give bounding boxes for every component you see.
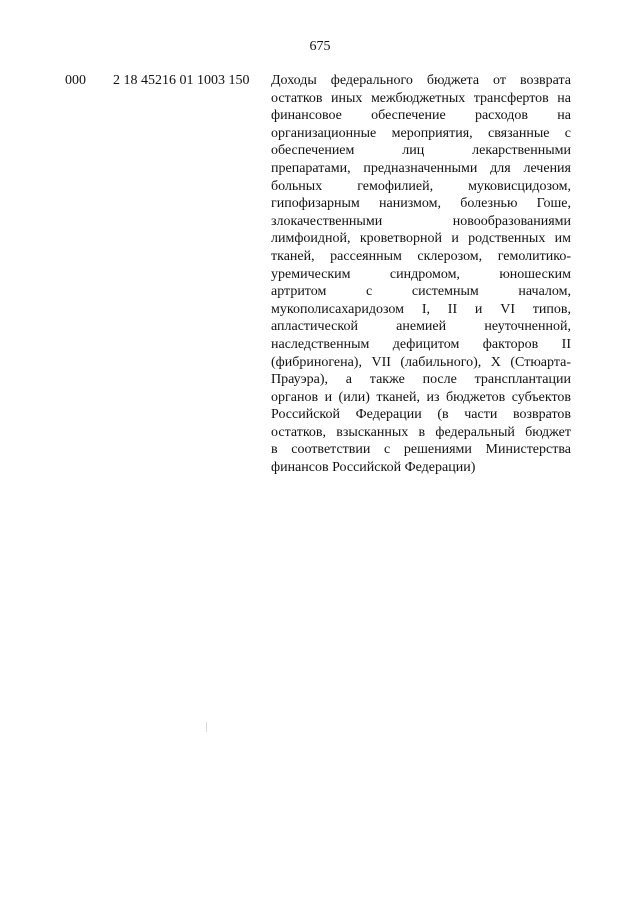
description-line: больных гемофилией, муковисцидозом, — [271, 178, 571, 194]
description-line: Российской Федерации (в части возвратов — [271, 407, 571, 423]
description-line: организационные мероприятия, связанные с — [271, 125, 571, 141]
description-line: Доходы федерального бюджета от возврата — [271, 73, 571, 88]
description-line: уремическим синдромом, юношеским — [271, 266, 571, 282]
description-line: препаратами, предназначенными для лечения — [271, 160, 571, 176]
revenue-description — [271, 72, 571, 477]
description-line: лимфоидной, кроветворной и родственных им — [271, 231, 571, 247]
description-line: гипофизарным нанизмом, болезнью Гоше, — [271, 196, 571, 212]
administrator-code: 000 — [65, 73, 86, 88]
description-line: артритом с системным началом, — [271, 284, 571, 300]
description-line: финансовое обеспечение расходов на — [271, 108, 571, 124]
description-line: остатков иных межбюджетных трансфертов на — [271, 90, 571, 106]
description-line: Прауэра), а также после трансплантации — [271, 372, 571, 388]
description-line: мукополисахаридозом I, II и VI типов, — [271, 301, 571, 317]
description-line: злокачественными новообразованиями — [271, 213, 571, 229]
budget-classification-code: 2 18 45216 01 1003 150 — [113, 73, 250, 88]
description-line: апластической анемией неуточненной, — [271, 319, 571, 335]
description-line: органов и (или) тканей, из бюджетов субъектов — [271, 389, 571, 405]
description-line: (фибриногена), VII (лабильного), X (Стюарта- — [271, 354, 571, 370]
description-line: финансов Российской Федерации) — [271, 460, 476, 476]
scan-mark — [206, 722, 207, 732]
description-line: обеспечением лиц лекарственными — [271, 143, 571, 159]
description-line: остатков, взысканных в федеральный бюджет — [271, 424, 571, 440]
page-number: 675 — [309, 39, 331, 54]
description-line: тканей, рассеянным склерозом, гемолитико- — [271, 248, 571, 264]
description-line: наследственным дефицитом факторов II — [271, 336, 571, 352]
description-line: в соответствии с решениями Министерства — [271, 442, 571, 458]
